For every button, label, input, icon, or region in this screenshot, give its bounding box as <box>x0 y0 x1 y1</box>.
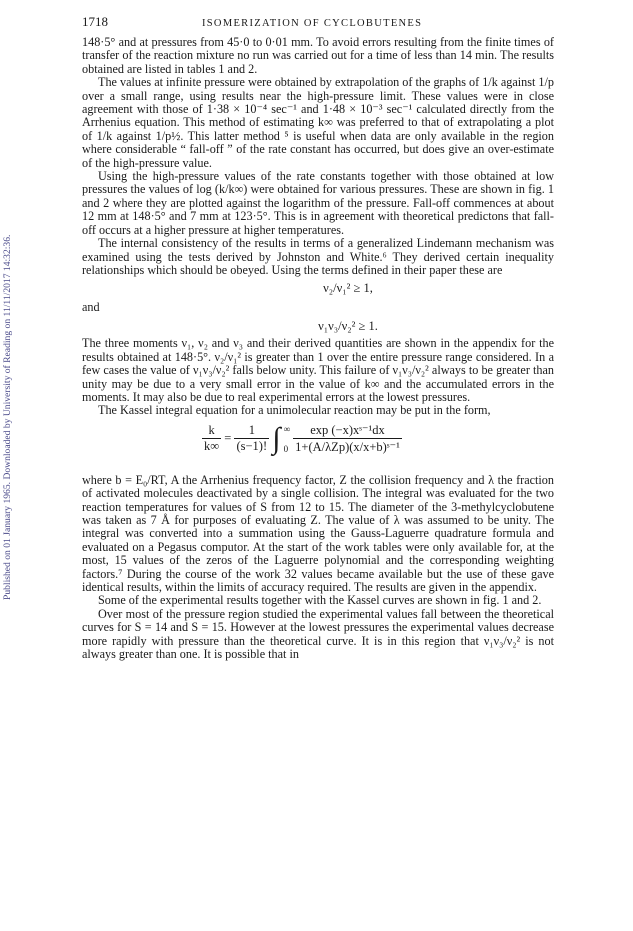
paragraph-1: 148·5° and at pressures from 45·0 to 0·01 mm. To avoid errors resulting from the finite times of transfer of the reaction mixture no run was carried out for a time of less than 14 min. The results obtained are listed in tables 1 and 2. <box>82 35 554 76</box>
paragraph-5: The three moments ν₁, ν₂ and ν₃ and their derived quantities are shown in the appendix for the results obtained at 148·5°. ν₂/ν₁² is greater than 1 over the entire pressure range considered. In a few cases the value of ν₁ν₃/ν₂² falls below unity. This failure of ν₁ν₃/ν₂² always to be greater than unity may be due to a very small error in the value of k∞ and the accumulated errors in the moments. It may also be due to real experimental errors at the lowest pressures. <box>82 336 554 404</box>
page-header <box>82 14 554 36</box>
paper-page <box>82 14 554 661</box>
kassel-integrand: $\frac{\text{exp (−x)xˢ⁻¹dx}}{\text{1+(A/λZp)(x/x+b)ˢ⁻¹}}$ <box>295 423 400 455</box>
download-watermark <box>0 0 22 931</box>
paragraph-4: The internal consistency of the results in terms of a generalized Lindemann mechanism was examined using the tests derived by Johnston and White.⁶ They derived certain inequality relationships which should be obeyed. Using the terms defined in their paper these are <box>82 236 554 277</box>
page-number: 1718 <box>82 14 108 29</box>
running-title: ISOMERIZATION OF CYCLOBUTENES <box>202 18 423 29</box>
paragraph-6: The Kassel integral equation for a unimolecular reaction may be put in the form, <box>98 403 491 418</box>
paragraph-8: Some of the experimental results together with the Kassel curves are shown in fig. 1 and 2. <box>98 593 542 608</box>
integral-lower-limit: 0 <box>283 443 289 454</box>
inequality-1: ν₂/ν₁² ≥ 1, <box>323 281 373 296</box>
paragraph-2: The values at infinite pressure were obtained by extrapolation of the graphs of 1/k against 1/p over a small range, using results near the high-pressure limit. These values were in close agreement with those of 1·38 × 10⁻⁴ sec⁻¹ and 1·48 × 10⁻³ sec⁻¹ calculated directly from the Arrhenius equation. This method of estimating k∞ was preferred to that of extrapolating a plot of 1/k against 1/p½. This latter method ⁵ is useful when data are only available in the region where considerable “ fall-off ” of the rate constant has occurred, but does give an over-estimate of the high-pressure value. <box>82 75 554 170</box>
inequality-2: ν₁ν₃/ν₂² ≥ 1. <box>318 319 378 334</box>
integral-sign: ∫ <box>272 421 281 455</box>
kassel-equals: = <box>224 430 232 445</box>
kassel-equation <box>82 418 554 474</box>
paragraph-9: Over most of the pressure region studied the experimental values fall between the theoretical curves for S = 14 and S = 15. However at the lowest pressures the experimental values decrease more rapidly with pressure than the theoretical curve. It is in this region that ν₁ν₃/ν₂² is not always greater than one. It is possible that in <box>82 606 554 662</box>
download-watermark-text: Published on 01 January 1965. Downloaded by University of Reading on 11/11/2017 14:32:36. <box>2 234 13 600</box>
paragraph-3: Using the high-pressure values of the rate constants together with those obtained at low pressures the values of log (k/k∞) were obtained for various pressures. These are shown in fig. 1 and 2 where they are plotted against the logarithm of the pressure. Fall-off commences at about 12 mm at 148·5° and 7 mm at 123·5°. This is in agreement with theoretical predictons that fall-off occurs at a higher pressure at higher temperatures. <box>82 169 554 237</box>
and-connector: and <box>82 300 100 315</box>
integral-upper-limit: ∞ <box>283 423 291 434</box>
kassel-lhs: $\frac{k}{k\infty}$ <box>204 423 220 454</box>
kassel-coefficient: $\frac{1}{(s-1)!}$ <box>236 423 268 454</box>
paragraph-7: where b = E₀/RT, A the Arrhenius frequency factor, Z the collision frequency and λ the fraction of activated molecules deactivated by a single collision. The integral was evaluated for the two reaction temperatures for values of S from 12 to 15. The diameter of the 3-methylcyclobutene was taken as 7 Å for purposes of evaluating Z. The value of λ was assumed to be unity. The integral was converted into a summation using the Gauss-Laguerre quadrature formula and evaluated on a Pegasus computor. At the start of the work tables were only available for, at the most, 15 values of the zeros of the Laguerre polynomial and the corresponding weighting factors.⁷ During the course of the work 32 values became available but the use of these gave identical results, within the limits of accuracy required. The results are given in the appendix. <box>82 472 554 594</box>
